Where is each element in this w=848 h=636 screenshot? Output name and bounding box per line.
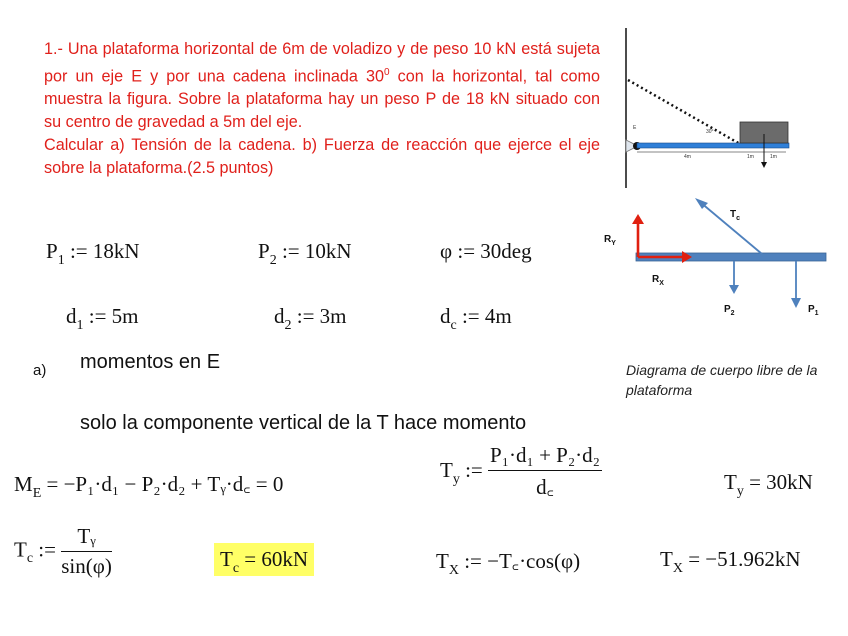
ty-fraction [488, 443, 602, 501]
def-d2: $d_2$ := 3m [274, 304, 347, 333]
label-tc: $T_c$ [730, 209, 741, 222]
ty-result: $T_y = 30kN$ [724, 470, 813, 499]
label-angle: 30° [706, 129, 714, 135]
load-arrow-head [761, 162, 767, 168]
ty-definition: $T_y$ := $\frac{\text{P₁·d₁ + P₂·d₂}}{d꜀}$ [440, 443, 600, 499]
tc-numerator: Tᵧ [61, 524, 112, 552]
section-note: solo la componente vertical de la T hace momento [80, 412, 527, 434]
tc-definition: $T_c$ := $\frac{\text{Tᵧ}}{\sin(\varphi)}$ [14, 524, 112, 578]
ty-numerator: P₁·d₁ + P₂·d₂ [488, 443, 602, 471]
problem-paragraph [44, 38, 600, 134]
label-rx: $R_X$ [652, 274, 664, 287]
problem-line-2: con la horizontal, tal como muestra la figura. Sobre la plataforma hay un peso P de 18 kN situado con su centro de gravedad a 5m del eje. [44, 67, 600, 132]
platform-figure [622, 28, 798, 188]
def-p2: $P_2$ := 10kN [258, 239, 352, 268]
label-1m-a: 1m [747, 154, 754, 160]
section-marker: a) [33, 362, 47, 379]
chain-line [628, 80, 740, 144]
p1-arrow-head [791, 298, 801, 308]
def-d1: $d_1$ := 5m [66, 304, 139, 333]
platform-beam [637, 143, 789, 148]
ry-arrow-head [632, 214, 644, 224]
tc-denominator: sin(φ) [61, 554, 112, 578]
problem-question: Calcular a) Tensión de la cadena. b) Fuerza de reacción que ejerce el eje sobre la plataforma.(2.5 puntos) [44, 136, 600, 178]
def-p1: $P_1$ := 18kN [46, 239, 140, 268]
fbd-caption: Diagrama de cuerpo libre de la plataforma [626, 362, 818, 398]
def-dc: $d_c$ := 4m [440, 304, 512, 333]
label-e: E [633, 125, 637, 131]
def-phi: φ := 30deg [440, 239, 532, 263]
moment-equation: $M_E = -P_1\cdot d_1 - P_2\cdot d_2$ + Tᵧ·d꜀ = 0 [14, 472, 284, 501]
label-1m-b: 1m [770, 154, 777, 160]
tc-fraction [61, 524, 112, 579]
tx-result: $T_X = -51.962kN$ [660, 547, 801, 576]
tc-result: $T_c = 60kN$ [214, 543, 314, 576]
tx-definition: $T_X$ := −T꜀·cos(φ) [436, 549, 581, 578]
p2-arrow-head [729, 285, 739, 294]
free-body-diagram [596, 192, 832, 318]
label-ry: $R_Y$ [604, 234, 616, 247]
problem-line-1: 1.- Una plataforma horizontal de 6m de voladizo y de peso 10 kN está sujeta por un eje E y por una cadena inclinada 30 [44, 40, 600, 86]
label-4m: 4m [684, 154, 691, 160]
degree-mark: 0 [383, 67, 390, 78]
label-p1: $P_1$ [808, 304, 819, 317]
problem-statement [44, 38, 600, 180]
section-heading: momentos en E [80, 351, 221, 373]
label-p2: $P_2$ [724, 304, 735, 317]
ty-denominator: d꜀ [536, 475, 554, 499]
